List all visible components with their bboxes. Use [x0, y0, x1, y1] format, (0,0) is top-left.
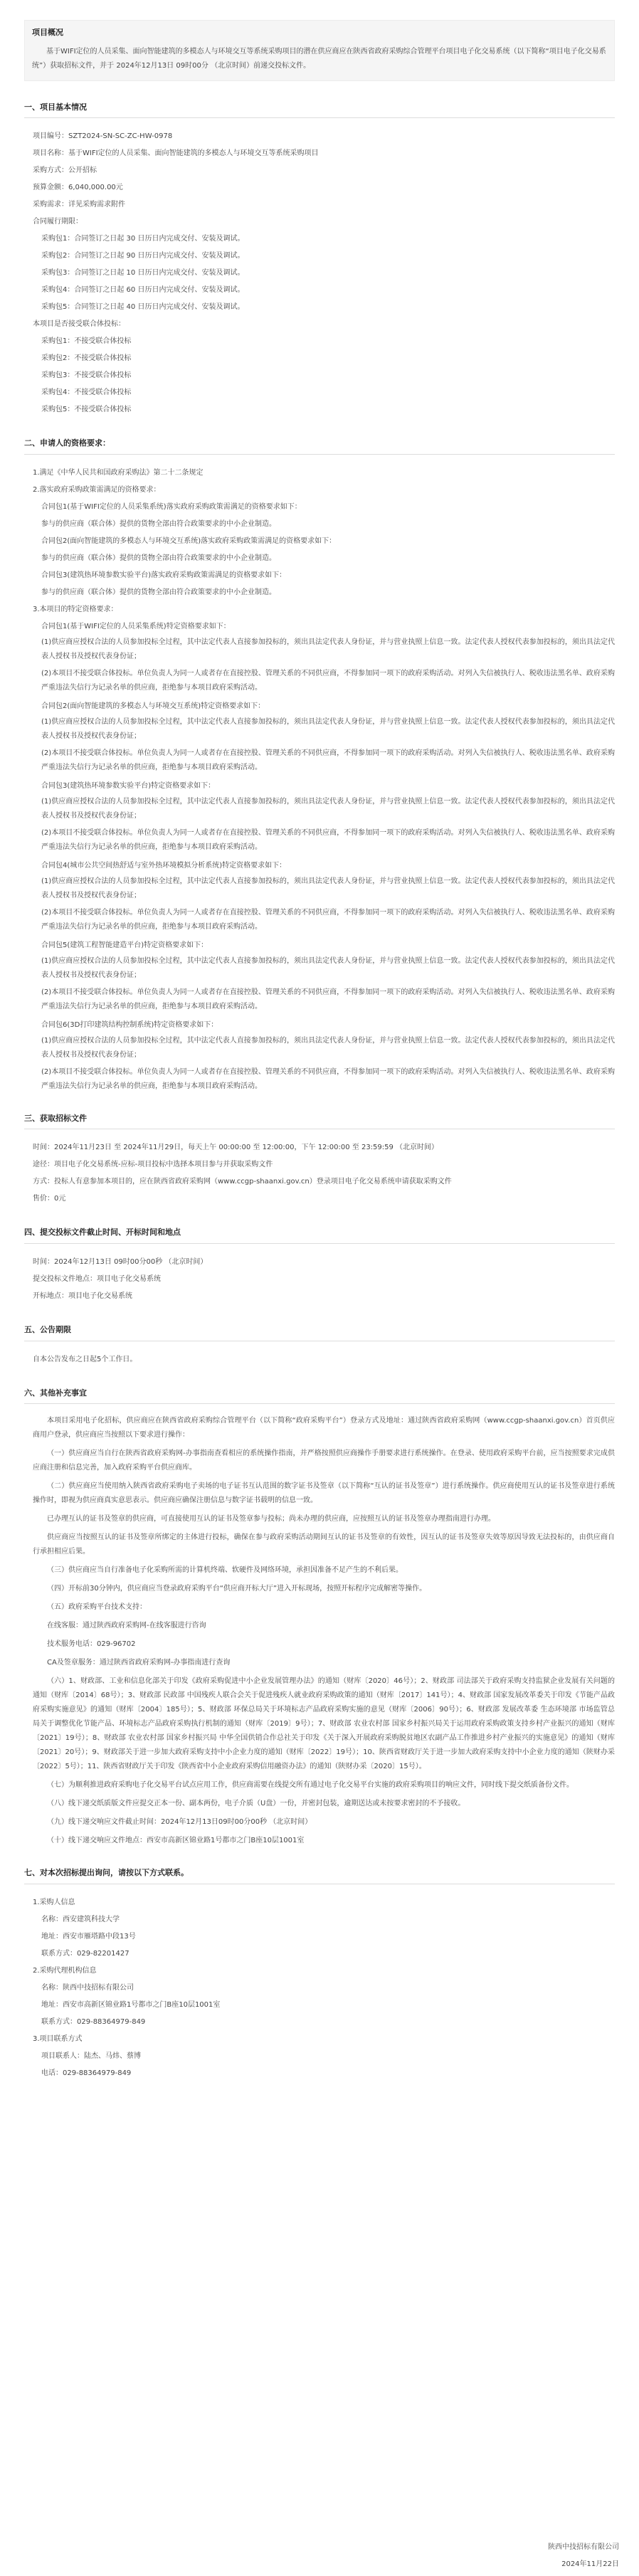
project-number: 项目编号：SZT2024-SN-SC-ZC-HW-0978 — [33, 132, 173, 141]
opening-location: 开标地点：项目电子化交易系统 — [33, 1292, 132, 1300]
other-matters-paragraph: （五）政府采购平台技术支持： — [47, 1603, 147, 1612]
other-matters-paragraph: （七）为顺利推进政府采购电子化交易平台试点应用工作，供应商需要在线提交所有通过电子化交易平台实施的政府采购项目的响应文件，同时线下提交纸质备份文件。 — [47, 1781, 574, 1790]
section-contact — [24, 1867, 615, 2082]
consortium-item: 采购包2：不接受联合体投标 — [41, 354, 132, 363]
purchaser-contact: 联系方式：029-82201427 — [41, 1949, 130, 1958]
other-matters-paragraph: CA及签章服务：通过陕西省政府采购网-办事指南进行查询 — [47, 1659, 231, 1667]
qualification-line: (1)供应商应授权合法的人员参加投标全过程，其中法定代表人直接参加投标的，须出具法定代表人身份证，并与营业执照上信息一致。法定代表人授权代表参加投标的，须出具法定代表人授权书及授权代表身份证； — [41, 638, 615, 660]
qualification-line: (2)本项目不接受联合体投标。单位负责人为同一人或者存在直接控股、管理关系的不同供应商，不得参加同一项下的政府采购活动。对列入失信被执行人、税收违法黑名单、政府采购严重违法失信行为记录名单的供应商，拒绝参与本项目政府采购活动。 — [41, 749, 615, 771]
qualification-line: 合同包2(面向智能建筑的多模态人与环境交互系统)特定资格要求如下： — [41, 702, 265, 710]
project-contact-person: 项目联系人：陆杰、马炜、蔡博 — [41, 2052, 141, 2060]
qualification-line: 参与的供应商（联合体）提供的货物全部由符合政策要求的中小企业制造。 — [41, 588, 276, 596]
section-basic-info — [24, 101, 615, 419]
consortium-label: 本项目是否接受联合体投标： — [33, 320, 125, 329]
qualification-line: 参与的供应商（联合体）提供的货物全部由符合政策要求的中小企业制造。 — [41, 519, 276, 528]
qualification-line: 2.落实政府采购政策需满足的资格要求： — [33, 485, 161, 494]
other-matters-paragraph: （三）供应商应当自行准备电子化采购所需的计算机终端、软硬件及网络环境，承担因准备不足产生的不利后果。 — [47, 1566, 403, 1575]
qualification-line: 合同包1(基于WIFI定位的人员采集系统)落实政府采购政策需满足的资格要求如下： — [41, 502, 302, 511]
qualification-line: 合同包2(面向智能建筑的多模态人与环境交互系统)落实政府采购政策需满足的资格要求如下： — [41, 537, 337, 545]
other-matters-paragraph: 已办理互认的证书及签章的供应商，可直接使用互认的证书及签章参与投标；尚未办理的供应商，应按照互认的证书及签章办理指南进行办理。 — [47, 1515, 495, 1524]
section-get-documents — [24, 1112, 615, 1208]
contract-period-item: 采购包3：合同签订之日起 10 日历日内完成交付、安装及调试。 — [41, 269, 245, 278]
consortium-item: 采购包5：不接受联合体投标 — [41, 406, 132, 414]
purchaser-name: 名称：西安建筑科技大学 — [41, 1915, 120, 1923]
procurement-method: 采购方式：公开招标 — [33, 167, 97, 175]
document-channel: 途径：项目电子化交易系统-应标-项目投标中选择本项目参与并获取采购文件 — [33, 1161, 273, 1169]
other-matters-paragraph: 本项目采用电子化招标，供应商应在陕西省政府采购综合管理平台（以下简称“政府采购平台”）登录方式及地址：通过陕西省政府采购网（www.ccgp-shaanxi.gov.cn）首页供应商用户登录，供应商应当按照以下要求进行操作： — [33, 1417, 615, 1440]
qualification-line: (1)供应商应授权合法的人员参加投标全过程，其中法定代表人直接参加投标的，须出具法定代表人身份证，并与营业执照上信息一致。法定代表人授权代表参加投标的，须出具法定代表人授权书及授权代表身份证； — [41, 1036, 615, 1059]
other-matters-paragraph: （四）开标前30分钟内，供应商应当登录政府采购平台“供应商开标大厅”进入开标现场，按照开标程序完成解密等操作。 — [47, 1585, 427, 1593]
consortium-item: 采购包1：不接受联合体投标 — [41, 337, 132, 346]
overview-title: 项目概况 — [32, 28, 63, 37]
contract-period-item: 采购包5：合同签订之日起 40 日历日内完成交付、安装及调试。 — [41, 303, 245, 312]
qualification-line: 合同包1(基于WIFI定位的人员采集系统)特定资格要求如下： — [41, 622, 231, 630]
section-other-matters — [24, 1387, 615, 1849]
contract-period-label: 合同履行期限： — [33, 218, 83, 226]
consortium-item: 采购包3：不接受联合体投标 — [41, 371, 132, 380]
consortium-item: 采购包4：不接受联合体投标 — [41, 389, 132, 397]
submission-location: 提交投标文件地点：项目电子化交易系统 — [33, 1274, 161, 1283]
agency-address: 地址：西安市高新区锦业路1号都市之门B座10层1001室 — [41, 2000, 221, 2009]
qualification-line: (2)本项目不接受联合体投标。单位负责人为同一人或者存在直接控股、管理关系的不同供应商，不得参加同一项下的政府采购活动。对列入失信被执行人、税收违法黑名单、政府采购严重违法失信行为记录名单的供应商，拒绝参与本项目政府采购活动。 — [41, 908, 615, 931]
notice-period-text: 自本公告发布之日起5个工作日。 — [33, 1355, 137, 1363]
section-title-basic-info: 一、项目基本情况 — [24, 101, 615, 119]
contract-period-item: 采购包2：合同签订之日起 90 日历日内完成交付、安装及调试。 — [41, 252, 245, 260]
other-matters-paragraph: （十）线下递交响应文件地点：西安市高新区锦业路1号都市之门B座10层1001室 — [47, 1837, 305, 1845]
agency-name: 名称：陕西中技招标有限公司 — [41, 1983, 134, 1992]
project-contact-phone: 电话：029-88364979-849 — [41, 2069, 132, 2077]
other-matters-paragraph: （九）线下递交响应文件截止时间：2024年12月13日09时00分00秒 （北京时间） — [47, 1818, 312, 1827]
qualification-line: (1)供应商应授权合法的人员参加投标全过程，其中法定代表人直接参加投标的，须出具法定代表人身份证，并与营业执照上信息一致。法定代表人授权代表参加投标的，须出具法定代表人授权书及授权代表身份证； — [41, 877, 615, 899]
other-matters-paragraph: 供应商应当按照互认的证书及签章所绑定的主体进行投标，确保在参与政府采购活动期间互认的证书及签章的有效性，因互认的证书及签章失效等原因导致无法投标的，由供应商自行承担相应后果。 — [33, 1534, 615, 1556]
procurement-requirements: 采购需求：详见采购需求附件 — [33, 201, 125, 209]
qualification-line: (1)供应商应授权合法的人员参加投标全过程，其中法定代表人直接参加投标的，须出具法定代表人身份证，并与营业执照上信息一致。法定代表人授权代表参加投标的，须出具法定代表人授权书及授权代表身份证； — [41, 717, 615, 740]
section-title-deadline: 四、提交投标文件截止时间、开标时间和地点 — [24, 1226, 615, 1244]
qualification-line: (2)本项目不接受联合体投标。单位负责人为同一人或者存在直接控股、管理关系的不同供应商，不得参加同一项下的政府采购活动。对列入失信被执行人、税收违法黑名单、政府采购严重违法失信行为记录名单的供应商，拒绝参与本项目政府采购活动。 — [41, 669, 615, 692]
agency-heading: 2.采购代理机构信息 — [33, 1966, 97, 1975]
overview-text: 基于WIFI定位的人员采集、面向智能建筑的多模态人与环境交互等系统采购项目的潜在供应商应在陕西省政府采购综合管理平台项目电子化交易系统（以下简称“项目电子化交易系统”）获取招标文件，并于 2024年12月13日 09时00分 （北京时间）前递交投标文件。 — [32, 47, 606, 70]
section-notice-period — [24, 1324, 615, 1368]
section-qualification — [24, 437, 615, 1094]
other-matters-list — [24, 1414, 615, 1848]
document-method: 方式：投标人有意参加本项目的，应在陕西省政府采购网（www.ccgp-shaanxi.gov.cn）登录项目电子化交易系统申请获取采购文件 — [33, 1178, 452, 1186]
deadline-time: 时间：2024年12月13日 09时00分00秒 （北京时间） — [33, 1257, 208, 1266]
project-name: 项目名称：基于WIFI定位的人员采集、面向智能建筑的多模态人与环境交互等系统采购项目 — [33, 149, 319, 158]
other-matters-paragraph: 在线客服：通过陕西政府采购网-在线客服进行咨询 — [47, 1622, 206, 1630]
qualification-line: (2)本项目不接受联合体投标。单位负责人为同一人或者存在直接控股、管理关系的不同供应商，不得参加同一项下的政府采购活动。对列入失信被执行人、税收违法黑名单、政府采购严重违法失信行为记录名单的供应商，拒绝参与本项目政府采购活动。 — [41, 828, 615, 851]
other-matters-paragraph: （八）线下递交纸质版文件应提交正本一份、副本两份，电子介质（U盘）一份，并密封包装，逾期送达或未按要求密封的不予接收。 — [47, 1800, 465, 1808]
other-matters-paragraph: （一）供应商应当自行在陕西省政府采购网-办事指南查看相应的系统操作指南，并严格按照供应商操作手册要求进行系统操作。在登录、使用政府采购平台前，应当按照要求完成供应商注册和信息完善，加入政府采购平台供应商库。 — [33, 1450, 615, 1472]
budget-amount: 预算金额：6,040,000.00元 — [33, 184, 123, 192]
contract-period-item: 采购包1：合同签订之日起 30 日历日内完成交付、安装及调试。 — [41, 235, 245, 243]
qualification-line: 合同包3(建筑热环境参数实验平台)落实政府采购政策需满足的资格要求如下： — [41, 571, 287, 579]
qualification-line: 合同包3(建筑热环境参数实验平台)特定资格要求如下： — [41, 781, 216, 790]
qualification-line: (2)本项目不接受联合体投标。单位负责人为同一人或者存在直接控股、管理关系的不同供应商，不得参加同一项下的政府采购活动。对列入失信被执行人、税收违法黑名单、政府采购严重违法失信行为记录名单的供应商，拒绝参与本项目政府采购活动。 — [41, 988, 615, 1010]
qualification-line: 参与的供应商（联合体）提供的货物全部由符合政策要求的中小企业制造。 — [41, 554, 276, 562]
qualification-line: 3.本项目的特定资格要求： — [33, 605, 118, 613]
project-contact-heading: 3.项目联系方式 — [33, 2034, 83, 2043]
document-time: 时间：2024年11月23日 至 2024年11月29日，每天上午 00:00:00 至 12:00:00，下午 12:00:00 至 23:59:59 （北京时间） — [33, 1144, 439, 1152]
section-title-qualification: 二、申请人的资格要求： — [24, 437, 615, 455]
other-matters-paragraph: 技术服务电话：029-96702 — [47, 1640, 136, 1649]
other-matters-paragraph: （六）1、财政部、工业和信息化部关于印发《政府采购促进中小企业发展管理办法》的通知（财库〔2020〕46号）；2、财政部 司法部关于政府采购支持监狱企业发展有关问题的通知（财库〔2014〕68号）；3、财政部 民政部 中国残疾人联合会关于促进残疾人就业政府采购政策的通知（财库〔2017〕141号）；4、财政部 国家发展改革委关于印发《节能产品政府采购实施意见》的通知（财库〔2004〕185号）；5、财政部 环保总局关于环境标志产品政府采购实施的意见（财库〔2006〕90号）；6、财政部 发展改革委 生态环境部 市场监管总局关于调整优化节能产品、环境标志产品政府采购执行机制的通知（财库〔2019〕9号）；7、财政部 农业农村部 国家乡村振兴局关于运用政府采购政策支持乡村产业振兴的通知（财库〔2021〕19号）；8、财政部 农业农村部 国家乡村振兴局 中华全国供销合作总社关于印发《关于深入开展政府采购脱贫地区农副产品工作推进乡村产业振兴的实施意见》的通知（财库〔2021〕20号）；9、财政部关于进一步加大政府采购支持中小企业力度的通知（财库〔2022〕19号）；10、陕西省财政厅关于进一步加大政府采购支持中小企业力度的通知（陕财办采〔2022〕5号）；11、陕西省财政厅关于印发《陕西省中小企业政府采购信用融资办法》的通知（陕财办采〔2020〕15号）。 — [33, 1677, 615, 1771]
section-title-get-documents: 三、获取招标文件 — [24, 1112, 615, 1130]
document-price: 售价：0元 — [33, 1195, 66, 1203]
project-overview-box — [24, 20, 615, 81]
section-deadline — [24, 1226, 615, 1305]
qualification-line: 合同包4(城市公共空间热舒适与室外热环境模拟分析系统)特定资格要求如下： — [41, 861, 287, 870]
qualification-list — [24, 465, 615, 1094]
qualification-line: 1.满足《中华人民共和国政府采购法》第二十二条规定 — [33, 468, 204, 477]
footer-date: 2024年11月22日 — [561, 2560, 619, 2568]
qualification-line: (1)供应商应授权合法的人员参加投标全过程，其中法定代表人直接参加投标的，须出具法定代表人身份证，并与营业执照上信息一致。法定代表人授权代表参加投标的，须出具法定代表人授权书及授权代表身份证； — [41, 956, 615, 979]
agency-contact: 联系方式：029-88364979-849 — [41, 2017, 146, 2026]
qualification-line: 合同包6(3D打印建筑结构控制系统)特定资格要求如下： — [41, 1020, 218, 1029]
contract-period-item: 采购包4：合同签订之日起 60 日历日内完成交付、安装及调试。 — [41, 286, 245, 295]
footer-org: 陕西中技招标有限公司 — [548, 2543, 619, 2551]
purchaser-address: 地址：西安市雁塔路中段13号 — [41, 1932, 136, 1941]
section-title-notice-period: 五、公告期限 — [24, 1324, 615, 1341]
qualification-line: (2)本项目不接受联合体投标。单位负责人为同一人或者存在直接控股、管理关系的不同供应商，不得参加同一项下的政府采购活动。对列入失信被执行人、税收违法黑名单、政府采购严重违法失信行为记录名单的供应商，拒绝参与本项目政府采购活动。 — [41, 1067, 615, 1090]
other-matters-paragraph: （二）供应商应当使用纳入陕西省政府采购电子卖场的电子证书互认范围的数字证书及签章（以下简称“互认的证书及签章”）进行系统操作。供应商使用互认的证书及签章进行系统操作时，即视为供应商真实意思表示。供应商应确保注册信息与数字证书载明的信息一致。 — [33, 1482, 615, 1505]
qualification-line: (1)供应商应授权合法的人员参加投标全过程，其中法定代表人直接参加投标的，须出具法定代表人身份证，并与营业执照上信息一致。法定代表人授权代表参加投标的，须出具法定代表人授权书及授权代表身份证； — [41, 797, 615, 820]
section-title-other-matters: 六、其他补充事宜 — [24, 1387, 615, 1405]
qualification-line: 合同包5(建筑工程智能建造平台)特定资格要求如下： — [41, 941, 208, 949]
section-title-contact: 七、对本次招标提出询问，请按以下方式联系。 — [24, 1867, 615, 1884]
purchaser-heading: 1.采购人信息 — [33, 1898, 75, 1906]
